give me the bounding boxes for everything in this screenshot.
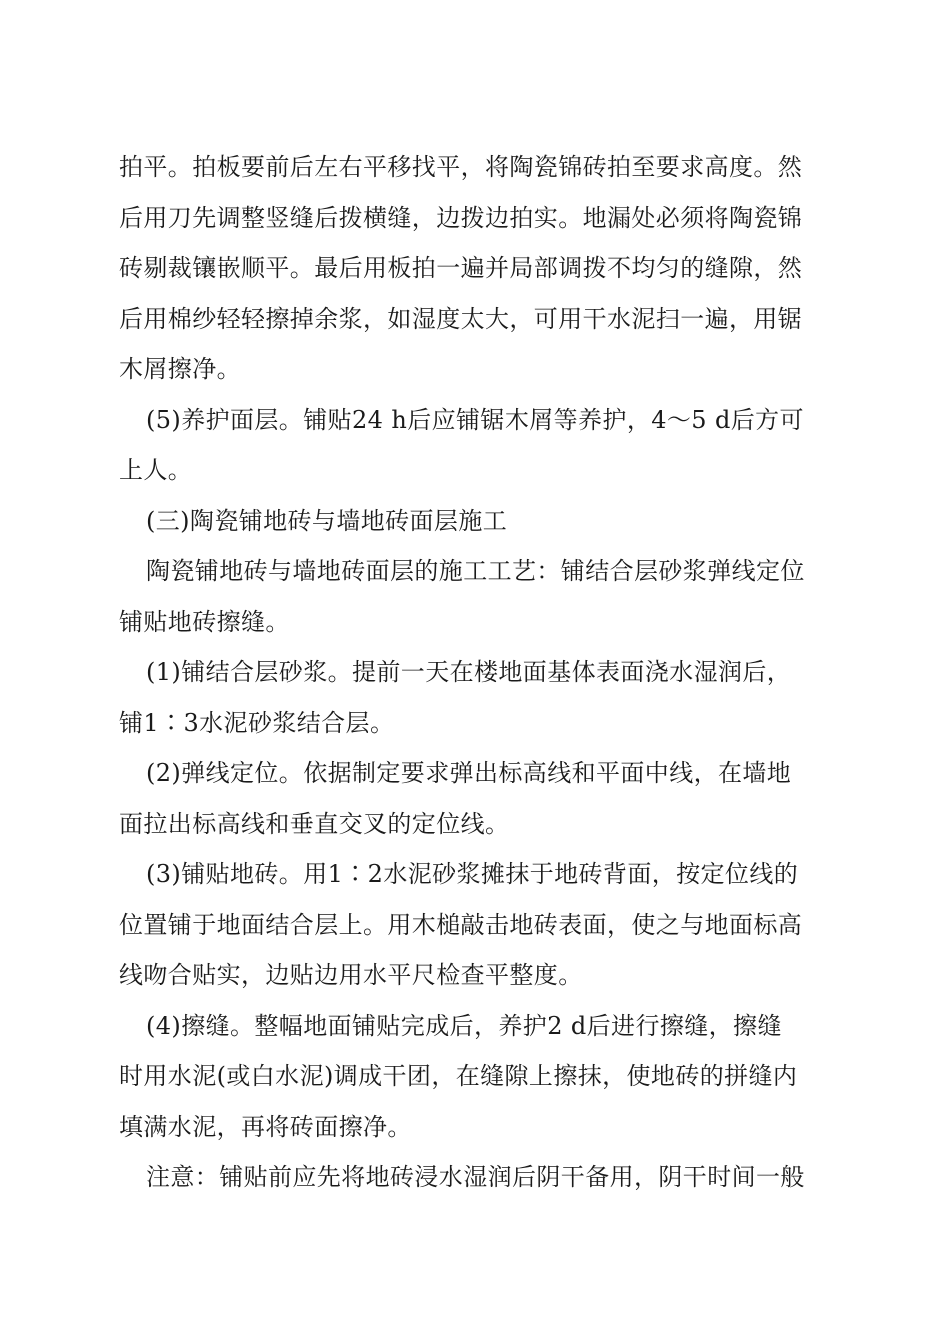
text-line: 陶瓷铺地砖与墙地砖面层的施工工艺：铺结合层砂浆弹线定位 <box>146 557 805 585</box>
text-line: 位置铺于地面结合层上。用木槌敲击地砖表面，使之与地面标高 <box>119 910 803 939</box>
text-line: (3)铺贴地砖。用1∶2水泥砂浆摊抹于地砖背面，按定位线的 <box>146 860 799 888</box>
text-line: 注意：铺贴前应先将地砖浸水湿润后阴干备用，阴干时间一般 <box>146 1163 805 1191</box>
text-line: 铺1∶3水泥砂浆结合层。 <box>119 708 395 737</box>
text-line: 面拉出标高线和垂直交叉的定位线。 <box>119 809 510 838</box>
section-heading: (三)陶瓷铺地砖与墙地砖面层施工 <box>146 506 508 535</box>
body-text <box>119 142 831 1203</box>
text-line: 上人。 <box>119 456 193 484</box>
text-line: 后用刀先调整竖缝后拨横缝，边拨边拍实。地漏处必须将陶瓷锦 <box>119 203 803 232</box>
text-line: (5)养护面层。铺贴24 h后应铺锯木屑等养护，4～5 d后方可 <box>146 405 804 434</box>
text-line: (4)擦缝。整幅地面铺贴完成后，养护2 d后进行擦缝，擦缝 <box>146 1011 782 1040</box>
text-line: 线吻合贴实，边贴边用水平尺检查平整度。 <box>119 961 583 989</box>
text-line: 填满水泥，再将砖面擦净。 <box>119 1112 412 1141</box>
text-line: (1)铺结合层砂浆。提前一天在楼地面基体表面浇水湿润后， <box>146 658 792 686</box>
text-line: 木屑擦净。 <box>119 355 241 383</box>
text-line: 后用棉纱轻轻擦掉余浆，如湿度太大，可用干水泥扫一遍，用锯 <box>119 304 803 333</box>
text-line: 拍平。拍板要前后左右平移找平，将陶瓷锦砖拍至要求高度。然 <box>119 153 803 181</box>
text-line: 铺贴地砖擦缝。 <box>119 607 290 636</box>
text-line: (2)弹线定位。依据制定要求弹出标高线和平面中线，在墙地 <box>146 759 792 787</box>
text-line: 砖剔裁镶嵌顺平。最后用板拍一遍并局部调拨不均匀的缝隙，然 <box>119 254 803 282</box>
text-line: 时用水泥(或白水泥)调成干团，在缝隙上擦抹，使地砖的拼缝内 <box>119 1062 798 1090</box>
